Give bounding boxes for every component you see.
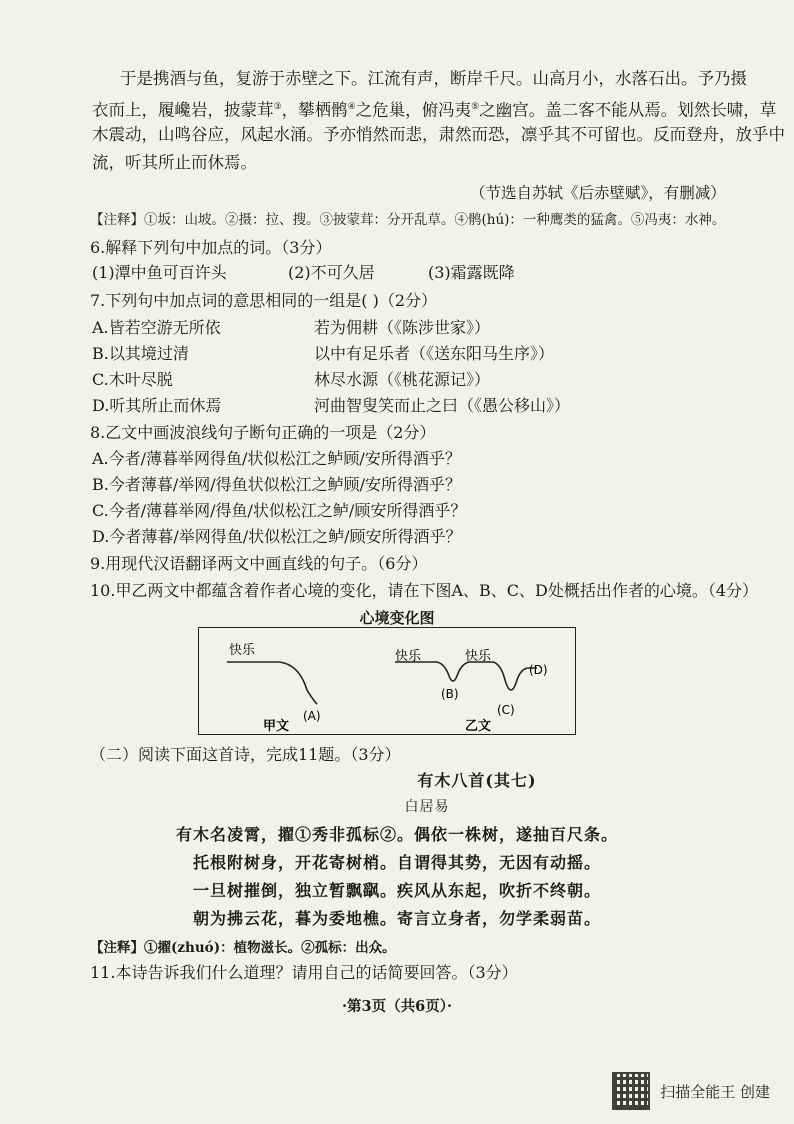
question-7-option-d-left: D.听其所止而休焉 xyxy=(92,396,222,415)
watermark-text: 扫描全能王 创建 xyxy=(660,1082,770,1101)
question-8-option-a: A.今者/薄暮举网得鱼/状似松江之鲈顾/安所得酒乎？ xyxy=(92,449,461,468)
page-footer: ·第3页（共6页）· xyxy=(341,998,453,1015)
passage-line-1: 于是携酒与鱼，复游于赤壁之下。江流有声，断岸千尺。山高月小，水落石出。予乃摄 xyxy=(120,69,747,88)
mood-label-b: (B) xyxy=(441,687,459,701)
question-7-option-d-right: 河曲智叟笑而止之曰（《愚公移山》） xyxy=(314,396,571,415)
question-7-option-c-right: 林尽水源（《桃花源记》） xyxy=(314,370,491,389)
mood-label-d: (D) xyxy=(529,663,548,677)
mood-curve-jia xyxy=(227,662,317,704)
mood-label-yi: 乙文 xyxy=(465,719,492,734)
poem-line-4: 朝为拂云花，暮为委地樵。寄言立身者，勿学柔弱苗。 xyxy=(192,909,601,928)
question-8-option-d: D.今者薄暮/举网得鱼/状似松江之鲈/顾安所得酒乎？ xyxy=(92,527,462,546)
mood-diagram xyxy=(198,627,576,735)
question-7-option-c-left: C.木叶尽脱 xyxy=(92,370,173,389)
mood-label-happy-2: 快乐 xyxy=(395,649,422,664)
question-6-item-1: (1)潭中鱼可百许头 xyxy=(92,263,227,282)
question-6-item-2: (2)不可久居 xyxy=(288,263,375,282)
question-8-option-c: C.今者/薄暮举网/得鱼/状似松江之鲈/顾安所得酒乎？ xyxy=(92,501,467,520)
question-7-option-a-left: A.皆若空游无所依 xyxy=(92,318,221,337)
passage-source: （节选自苏轼《后赤壁赋》，有删减） xyxy=(470,184,726,202)
question-6-stem: 6.解释下列句中加点的词。（3分） xyxy=(90,238,332,257)
poem-line-1: 有木名凌霄，擢①秀非孤标②。偶依一株树，遂抽百尺条。 xyxy=(175,825,618,844)
question-6-item-3: (3)霜露既降 xyxy=(428,263,515,282)
mood-label-happy-1: 快乐 xyxy=(229,643,256,658)
question-9-stem: 9.用现代汉语翻译两文中画直线的句子。（6分） xyxy=(90,554,428,573)
poem-line-3: 一旦树摧倒，独立暂飘飖。疾风从东起，吹折不终朝。 xyxy=(192,881,601,900)
poem-line-2: 托根附树身，开花寄树梢。自谓得其势，无因有动摇。 xyxy=(192,853,601,872)
question-8-stem: 8.乙文中画波浪线句子断句正确的一项是（2分） xyxy=(90,423,436,442)
mood-diagram-title: 心境变化图 xyxy=(359,609,435,627)
passage-line-4: 流，听其所止而休焉。 xyxy=(92,153,257,172)
scanner-watermark xyxy=(612,1072,770,1110)
question-7-option-b-left: B.以其境过清 xyxy=(92,344,189,363)
mood-label-a: (A) xyxy=(303,709,321,723)
passage-line-2: 衣而上，履巉岩，披蒙茸③，攀栖鹘④之危巢，俯冯夷⑤之幽宫。盖二客不能从焉。划然长啸，草 xyxy=(92,100,777,120)
passage-line-3: 木震动，山鸣谷应，风起水涌。予亦悄然而悲，肃然而恐，凛乎其不可留也。反而登舟，放乎中 xyxy=(92,125,785,144)
question-7-option-a-right: 若为佣耕（《陈涉世家》） xyxy=(314,318,491,337)
question-11-stem: 11.本诗告诉我们什么道理？请用自己的话简要回答。（3分） xyxy=(90,963,518,982)
passage-note: 【注释】①坂：山坡。②摄：拉、搜。③披蒙茸：分开乱草。④鹘(hú)：一种鹰类的猛禽。⑤冯夷：水神。 xyxy=(90,212,726,228)
section-2-heading: （二）阅读下面这首诗，完成11题。（3分） xyxy=(90,745,401,764)
question-7-stem: 7.下列句中加点词的意思相同的一组是( )（2分） xyxy=(90,291,438,310)
poem-title: 有木八首(其七) xyxy=(417,771,537,790)
poem-author: 白居易 xyxy=(404,799,450,815)
mood-label-jia: 甲文 xyxy=(263,719,290,734)
mood-label-happy-3: 快乐 xyxy=(465,649,492,664)
mood-curve-yi xyxy=(395,662,537,690)
question-10-stem: 10.甲乙两文中都蕴含着作者心境的变化，请在下图A、B、C、D处概括出作者的心境。（4分） xyxy=(90,581,759,600)
mood-label-c: (C) xyxy=(497,703,515,717)
mood-diagram-svg xyxy=(199,628,575,734)
poem-note: 【注释】①擢(zhuó)：植物滋长。②孤标：出众。 xyxy=(90,940,396,956)
qr-code-icon xyxy=(612,1072,650,1110)
question-8-option-b: B.今者薄暮/举网/得鱼状似松江之鲈顾/安所得酒乎？ xyxy=(92,475,462,494)
question-7-option-b-right: 以中有足乐者（《送东阳马生序》） xyxy=(314,344,555,363)
